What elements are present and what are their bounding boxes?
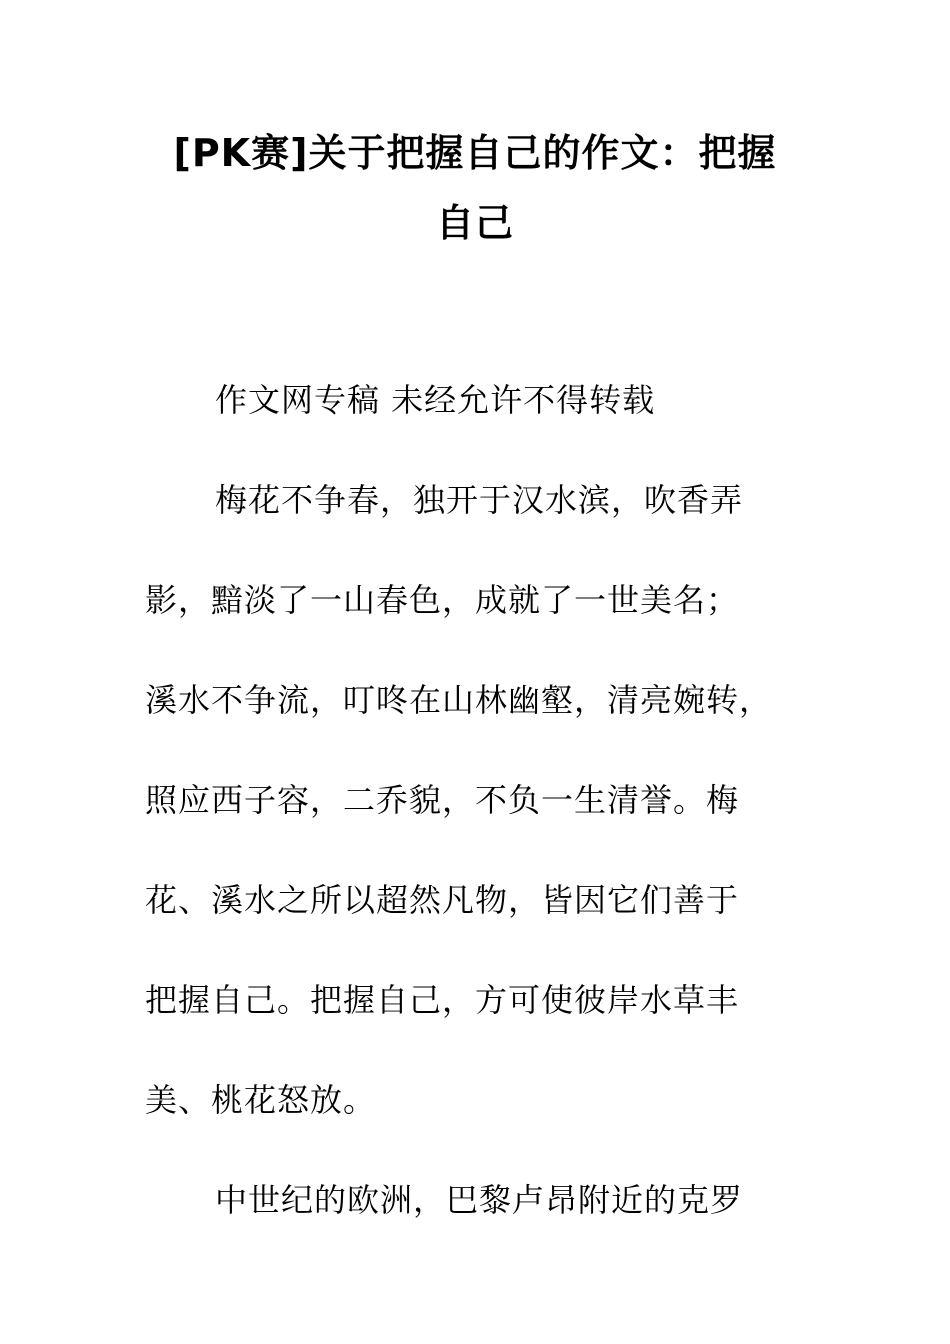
paragraph-line: 中世纪的欧洲，巴黎卢昂附近的克罗 xyxy=(215,1181,744,1219)
paragraph-line: 花、溪水之所以超然凡物，皆因它们善于 xyxy=(145,881,740,919)
paragraph-line: 影，黯淡了一山春色，成就了一世美名； xyxy=(145,581,740,619)
paragraph-line: 美、桃花怒放。 xyxy=(145,1081,377,1119)
paragraph-line: 梅花不争春，独开于汉水滨，吹香弄 xyxy=(215,481,744,519)
byline-line: 作文网专稿 未经允许不得转载 xyxy=(215,381,656,419)
paragraph-line: 照应西子容，二乔貌，不负一生清誉。梅 xyxy=(145,781,740,819)
title-line-2: 自己 xyxy=(435,201,514,245)
paragraph-line: 溪水不争流，叮咚在山林幽壑，清亮婉转， xyxy=(145,681,773,719)
document-title xyxy=(145,118,805,258)
paragraph-line: 把握自己。把握自己，方可使彼岸水草丰 xyxy=(145,981,740,1019)
title-line-1: [PK赛]关于把握自己的作文：把握 xyxy=(173,131,777,175)
